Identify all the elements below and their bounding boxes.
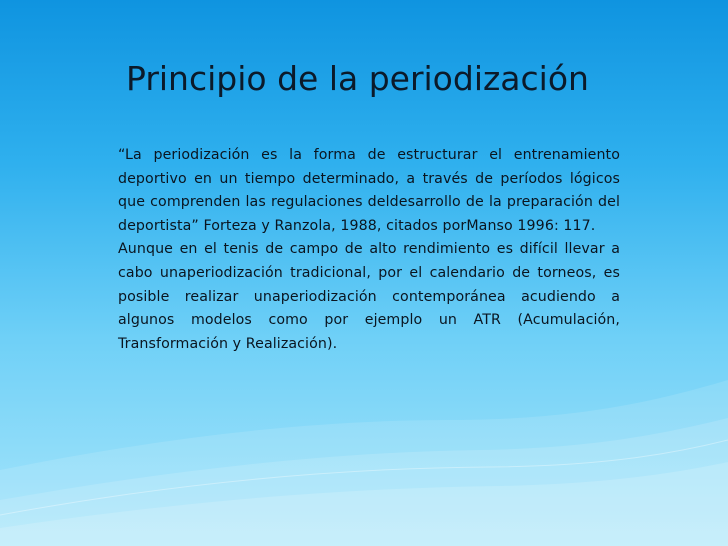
body-paragraph-tennis: Aunque en el tenis de campo de alto rendimiento es difícil llevar a cabo unaperiodización tradicional, por el calendario de torneos, es posible realizar unaperiodización contemporánea acudiendo a algunos modelos como por ejemplo un ATR (Acumulación, Transformación y Realización). [118,241,620,352]
body-paragraph-quote: “La periodización es la forma de estructurar el entrenamiento deportivo en un tiempo determinado, a través de períodos lógicos que comprenden las regulaciones deldesarrollo de la preparación del deportista” Forteza y Ranzola, 1988, citados porManso 1996: 117. [118,147,620,234]
slide-body [118,144,620,356]
slide-title: Principio de la periodización [126,59,589,98]
